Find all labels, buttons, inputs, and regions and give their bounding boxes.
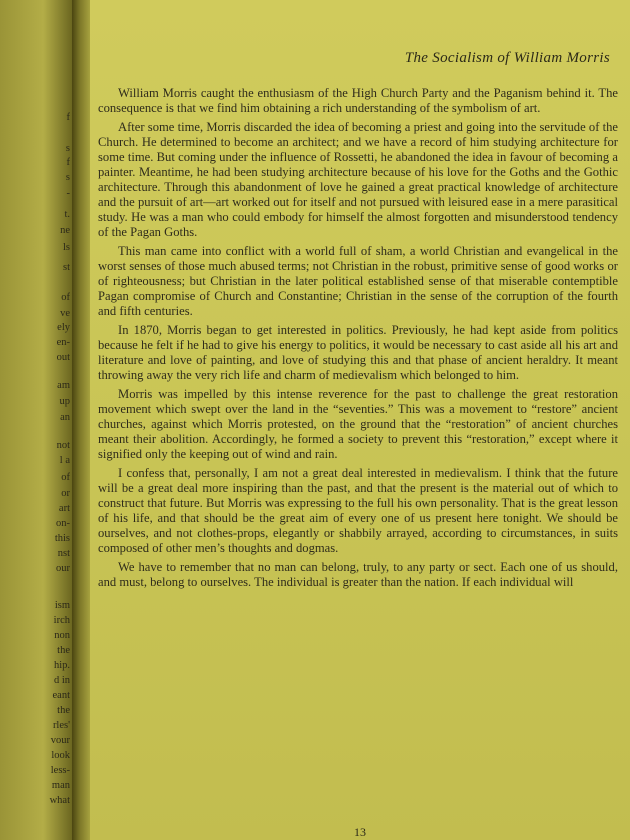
paragraph: After some time, Morris discarded the idea of becoming a priest and going into the servitude of the Church. He determined to become an architect; and we have a record of him studying architecture for some time. But coming under the influence of Rossetti, he abandoned the idea in favour of becoming a painter. Meantime, he had been studying architecture because of his love for the Goths and the Gothic architecture. Through this abandonment of love he gained a great practical knowledge of architecture and the pursuit of art—art worked out for itself and not pursued with leisured ease in a mere parasitical study. He was a man who could embody for himself the almost forgotten and misunderstood tendency of the Pagan Goths. bbox=[98, 120, 618, 239]
facing-page-fragment: en- bbox=[56, 337, 70, 348]
facing-page-fragment: - bbox=[66, 188, 70, 199]
facing-page-fragment: f bbox=[66, 157, 70, 168]
facing-page-fragment: our bbox=[56, 563, 70, 574]
facing-page-fragment: of bbox=[61, 292, 70, 303]
facing-page-fragment: st bbox=[62, 262, 70, 273]
facing-page-fragment: this bbox=[54, 533, 70, 544]
facing-page-fragment: less- bbox=[50, 765, 70, 776]
running-head: The Socialism of William Morris bbox=[404, 50, 610, 66]
facing-page-fragment: hip. bbox=[53, 660, 70, 671]
facing-page-edge bbox=[0, 0, 72, 840]
facing-page-fragment: l a bbox=[59, 455, 70, 466]
facing-page-fragment: the bbox=[57, 645, 70, 656]
facing-page-fragment: ne bbox=[60, 225, 70, 236]
facing-page-fragment: an bbox=[60, 412, 70, 423]
facing-page-fragment: ls bbox=[62, 242, 70, 253]
facing-page-fragment: of bbox=[61, 472, 70, 483]
facing-page-fragment: or bbox=[61, 488, 70, 499]
facing-page-fragment: vour bbox=[50, 735, 70, 746]
facing-page-fragment: s bbox=[65, 172, 70, 183]
facing-page-fragment: ism bbox=[54, 600, 70, 611]
facing-page-fragment: not bbox=[56, 440, 70, 451]
paragraph: I confess that, personally, I am not a great deal interested in medievalism. I think that the future will be a great deal more inspiring than the past, and that the present is the material out of which to construct that future. But Morris was expressing to the full his own personality. That is the great lesson of his life, and that should be the great aim of every one of us present here tonight. We should be ourselves, and not clothes-props, elegantly or shabbily arrayed, according to circumstances, in suits composed of other men’s thoughts and dogmas. bbox=[98, 466, 618, 555]
facing-page-fragment: f bbox=[66, 112, 70, 123]
facing-page-fragment: up bbox=[59, 396, 70, 407]
page-body bbox=[98, 86, 618, 594]
facing-page-fragment: rles' bbox=[52, 720, 70, 731]
facing-page-fragment: out bbox=[56, 352, 70, 363]
facing-page-fragment: art bbox=[58, 503, 70, 514]
facing-page-fragment: t. bbox=[64, 209, 70, 220]
facing-page-fragment: on- bbox=[56, 518, 70, 529]
facing-page-fragment: s bbox=[65, 143, 70, 154]
facing-page-fragment: irch bbox=[53, 615, 70, 626]
facing-page-fragment: am bbox=[57, 380, 70, 391]
facing-page-fragment: the bbox=[57, 705, 70, 716]
paragraph: We have to remember that no man can belong, truly, to any party or sect. Each one of us should, and must, belong to ourselves. The individual is greater than the nation. If each individual will bbox=[98, 560, 618, 589]
facing-page-fragment: nst bbox=[57, 548, 70, 559]
paragraph: William Morris caught the enthusiasm of the High Church Party and the Paganism behind it. The consequence is that we find him obtaining a rich understanding of the symbolism of art. bbox=[98, 86, 618, 115]
paragraph: Morris was impelled by this intense reverence for the past to challenge the great restoration movement which swept over the land in the “seventies.” This was a movement to “restore” ancient churches, against which Morris protested, on the ground that the “restoration” of ancient churches meant their abolition. Accordingly, he formed a society to prevent this “restoration,” except where it signified only the keeping out of wind and rain. bbox=[98, 387, 618, 461]
facing-page-fragment: look bbox=[51, 750, 70, 761]
facing-page-fragment: non bbox=[54, 630, 70, 641]
facing-page-fragment: what bbox=[49, 795, 70, 806]
book-page bbox=[90, 0, 630, 840]
paragraph: In 1870, Morris began to get interested in politics. Previously, he had kept aside from politics because he felt if he had to give his energy to politics, it would be necessary to cast aside all his art and literature and love of painting, and love of studying this and that phase of ancient heraldry. It meant throwing away the very rich life and charm of medievalism which belonged to him. bbox=[98, 323, 618, 382]
facing-page-fragment: man bbox=[51, 780, 70, 791]
page-number: 13 bbox=[354, 825, 366, 839]
facing-page-fragment: eant bbox=[52, 690, 70, 701]
paragraph: This man came into conflict with a world full of sham, a world Christian and evangelical in the worst senses of those much abused terms; not Christian in the robust, primitive sense of good works or of righteousness; but Christian in the later political established sense of that miserable contemptible Pagan compromise of Church and Constantine; Christian in the sense of the corruption of the fourth and fifth centuries. bbox=[98, 244, 618, 318]
facing-page-fragment: ve bbox=[60, 308, 70, 319]
book-gutter bbox=[72, 0, 90, 840]
facing-page-fragment: ely bbox=[57, 322, 70, 333]
facing-page-fragment: d in bbox=[53, 675, 70, 686]
